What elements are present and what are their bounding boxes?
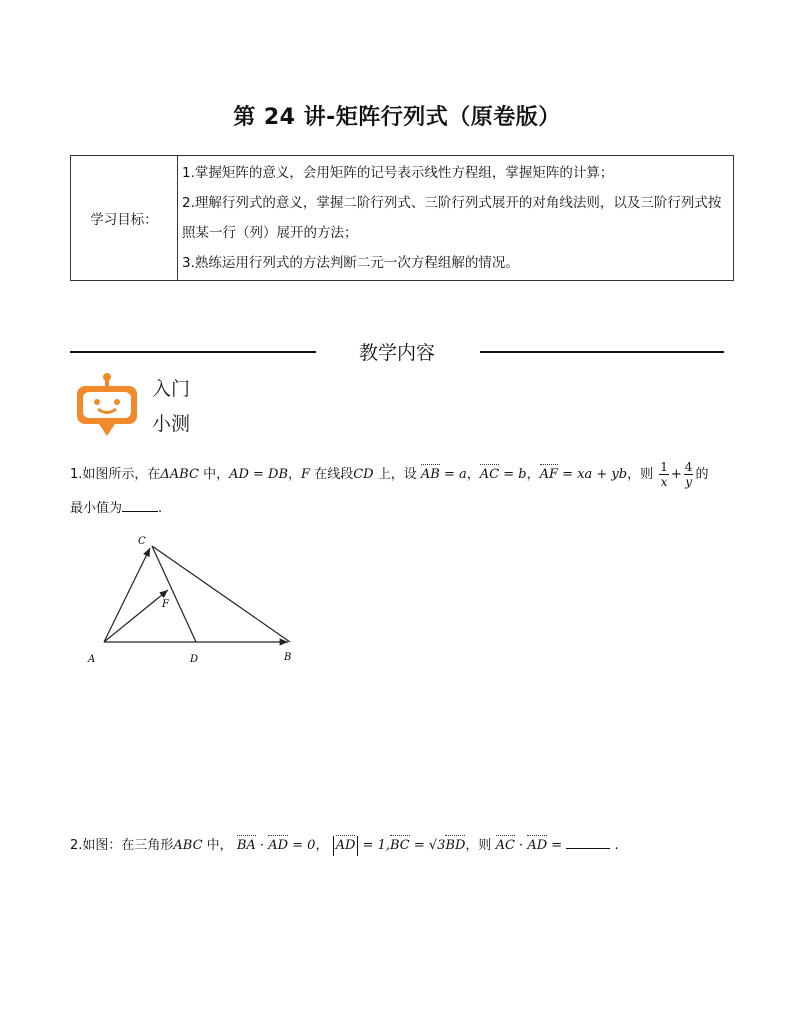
point-label-b: B bbox=[284, 652, 292, 663]
q1-text: 中， bbox=[198, 467, 230, 482]
q1-text: 1.如图所示，在 bbox=[70, 467, 161, 482]
q1-equation: AD = DB bbox=[229, 467, 289, 482]
q2-text: . bbox=[610, 838, 619, 853]
fraction-4-over-y: $\frac{4}{y}$ bbox=[684, 460, 693, 489]
answer-blank[interactable] bbox=[122, 497, 158, 512]
vector-ab: AB bbox=[421, 465, 440, 485]
vector-ad: AD bbox=[527, 836, 547, 856]
q1-text: ， bbox=[526, 467, 540, 482]
point-label-f: F bbox=[162, 599, 169, 610]
vector-ac: AC bbox=[480, 465, 499, 485]
section-title: 教学内容 bbox=[358, 342, 435, 364]
point-label-d: D bbox=[190, 654, 199, 665]
q2-equation: = 1, bbox=[358, 838, 390, 853]
q2-text: ， bbox=[315, 838, 329, 853]
answer-blank[interactable] bbox=[566, 834, 610, 849]
vector-bd: BD bbox=[445, 836, 465, 856]
q2-equation: = bbox=[547, 838, 567, 853]
q2-equation: = 0 bbox=[288, 838, 316, 853]
q1-segment: CD bbox=[353, 467, 374, 482]
q2-equation: = √3 bbox=[409, 838, 446, 853]
question-2 bbox=[70, 834, 619, 856]
q1-equation: = a bbox=[439, 467, 467, 482]
vector-af: AF bbox=[540, 465, 558, 485]
badge-line-1: 入门 bbox=[152, 378, 191, 400]
abs-value bbox=[333, 836, 359, 856]
question-1-line-2 bbox=[70, 497, 162, 519]
q1-equation: = xa + yb bbox=[558, 467, 628, 482]
line-af bbox=[104, 590, 168, 642]
page-title: 第 24 讲-矩阵行列式（原卷版） bbox=[233, 105, 561, 130]
vector-ad: AD bbox=[268, 836, 288, 856]
q2-text: 2.如图：在三角形 bbox=[70, 838, 174, 853]
question-1-line-1 bbox=[70, 460, 708, 489]
q1-text: ，则 bbox=[627, 467, 654, 482]
triangle-symbol: ΔABC bbox=[160, 467, 199, 482]
q1-text: ， bbox=[466, 467, 480, 482]
section-divider-right bbox=[480, 351, 724, 353]
line-cb bbox=[152, 546, 290, 642]
q1-point-f: F bbox=[301, 467, 311, 482]
goals-label: 学习目标： bbox=[71, 156, 178, 281]
q1-text: 在线段 bbox=[310, 467, 354, 482]
vector-ad: AD bbox=[336, 836, 356, 856]
point-label-c: C bbox=[138, 536, 146, 547]
badge-line-2: 小测 bbox=[152, 413, 191, 435]
q1-equation: = b bbox=[499, 467, 527, 482]
line-cd bbox=[152, 546, 196, 642]
goals-content bbox=[178, 156, 734, 281]
q1-text: 的 bbox=[695, 467, 709, 482]
goal-item: 1.掌握矩阵的意义，会用矩阵的记号表示线性方程组，掌握矩阵的计算； bbox=[182, 165, 614, 181]
q1-text: 上，设 bbox=[373, 467, 417, 482]
goal-item: 2.理解行列式的意义，掌握二阶行列式、三阶行列式展开的对角线法则，以及三阶行列式按照某一行（列）展开的方法； bbox=[182, 195, 722, 241]
q2-triangle: ABC bbox=[173, 838, 203, 853]
vector-ba: BA bbox=[237, 836, 256, 856]
q1-text: . bbox=[158, 501, 163, 516]
dot-operator: · bbox=[255, 838, 269, 853]
line-ac bbox=[104, 548, 150, 642]
q1-text: ， bbox=[288, 467, 302, 482]
plus-sign: + bbox=[670, 467, 682, 482]
dot-operator: · bbox=[514, 838, 528, 853]
triangle-figure bbox=[80, 530, 310, 670]
q2-text: 中， bbox=[202, 838, 233, 853]
q1-text: 最小值为 bbox=[70, 501, 123, 516]
robot-face-icon bbox=[75, 372, 139, 438]
q2-text: ，则 bbox=[465, 838, 492, 853]
vector-ac: AC bbox=[496, 836, 515, 856]
vector-bc: BC bbox=[390, 836, 410, 856]
learning-goals-table bbox=[70, 155, 734, 281]
fraction-1-over-x: $\frac{1}{x}$ bbox=[660, 460, 668, 489]
point-label-a: A bbox=[88, 654, 96, 665]
goal-item: 3.熟练运用行列式的方法判断二元一次方程组解的情况。 bbox=[182, 255, 519, 271]
